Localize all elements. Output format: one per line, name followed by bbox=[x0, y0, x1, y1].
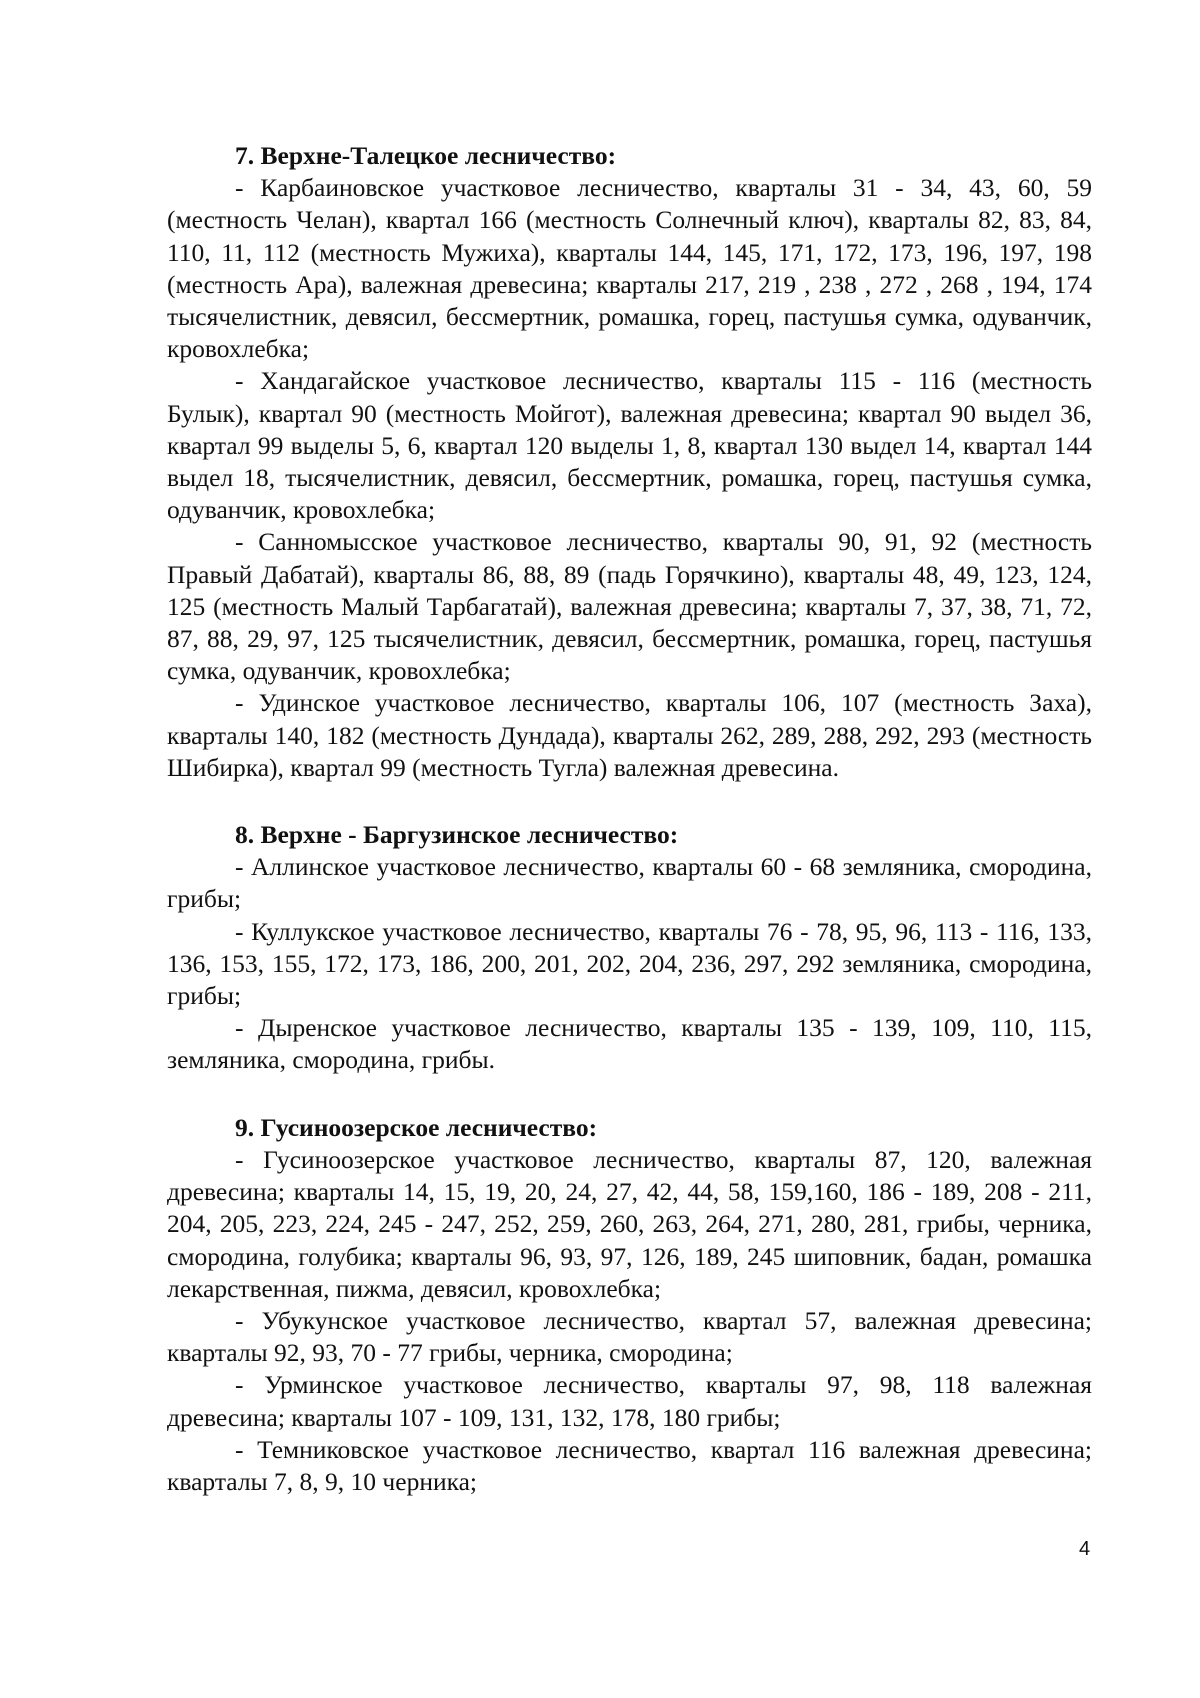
paragraph: - Гусиноозерское участковое лесничество, кварталы 87, 120, валежная древесина; кварталы 14, 15, 19, 20, 24, 27, 42, 44, 58, 159,160, 186 - 189, 208 - 211, 204, 205, 223, 224, 245 - 247, 252, 259, 260, 263, 264, 271, 280, 281, грибы, черника, смородина, голубика; кварталы 96, 93, 97, 126, 189, 245 шиповник, бадан, ромашка лекарственная, пижма, девясил, кровохлебка; bbox=[167, 1144, 1092, 1303]
paragraph: - Хандагайское участковое лесничество, кварталы 115 - 116 (местность Булык), квартал 90 (местность Мойгот), валежная древесина; квартал 90 выдел 36, квартал 99 выделы 5, 6, квартал 120 выделы 1, 8, квартал 130 выдел 14, квартал 144 выдел 18, тысячелистник, девясил, бессмертник, ромашка, горец, пастушья сумка, одуванчик, кровохлебка; bbox=[167, 366, 1092, 525]
paragraph: - Дыренское участковое лесничество, кварталы 135 - 139, 109, 110, 115, земляника, смородина, грибы. bbox=[167, 1013, 1092, 1075]
paragraph: - Убукунское участковое лесничество, квартал 57, валежная древесина; кварталы 92, 93, 70 - 77 грибы, черника, смородина; bbox=[167, 1305, 1092, 1368]
page-number: 4 bbox=[1079, 1538, 1091, 1560]
section-heading: 8. Верхне - Баргузинское лесничество: bbox=[235, 820, 679, 850]
section-heading: 9. Гусиноозерское лесничество: bbox=[235, 1112, 598, 1142]
paragraph: - Темниковское участковое лесничество, квартал 116 валежная древесина; кварталы 7, 8, 9, 10 черника; bbox=[167, 1434, 1092, 1496]
paragraph: - Куллукское участковое лесничество, кварталы 76 - 78, 95, 96, 113 - 116, 133, 136, 153, 155, 172, 173, 186, 200, 201, 202, 204, 236, 297, 292 земляника, смородина, грибы; bbox=[167, 916, 1092, 1011]
document-body bbox=[167, 140, 1092, 1498]
paragraph: - Санномысское участковое лесничество, кварталы 90, 91, 92 (местность Правый Дабатай), кварталы 86, 88, 89 (падь Горячкино), кварталы 48, 49, 123, 124, 125 (местность Малый Тарбагатай), валежная древесина; кварталы 7, 37, 38, 71, 72, 87, 88, 29, 97, 125 тысячелистник, девясил, бессмертник, ромашка, горец, пастушья сумка, одуванчик, кровохлебка; bbox=[167, 527, 1092, 686]
paragraph: - Карбаиновское участковое лесничество, кварталы 31 - 34, 43, 60, 59 (местность Челан), квартал 166 (местность Солнечный ключ), кварталы 82, 83, 84, 110, 11, 112 (местность Мужиха), кварталы 144, 145, 171, 172, 173, 196, 197, 198 (местность Ара), валежная древесина; кварталы 217, 219 , 238 , 272 , 268 , 194, 174 тысячелистник, девясил, бессмертник, ромашка, горец, пастушья сумка, одуванчик, кровохлебка; bbox=[167, 173, 1092, 364]
paragraph: - Аллинское участковое лесничество, кварталы 60 - 68 земляника, смородина, грибы; bbox=[167, 852, 1092, 914]
paragraph: - Удинское участковое лесничество, кварталы 106, 107 (местность Заха), кварталы 140, 182 (местность Дундада), кварталы 262, 289, 288, 292, 293 (местность Шибирка), квартал 99 (местность Тугла) валежная древесина. bbox=[167, 688, 1092, 782]
paragraph: - Урминское участковое лесничество, кварталы 97, 98, 118 валежная древесина; кварталы 107 - 109, 131, 132, 178, 180 грибы; bbox=[167, 1370, 1092, 1432]
section-9 bbox=[167, 1112, 1092, 1498]
section-heading: 7. Верхне-Талецкое лесничество: bbox=[235, 141, 617, 170]
section-8 bbox=[167, 819, 1092, 1077]
section-7 bbox=[167, 140, 1092, 784]
